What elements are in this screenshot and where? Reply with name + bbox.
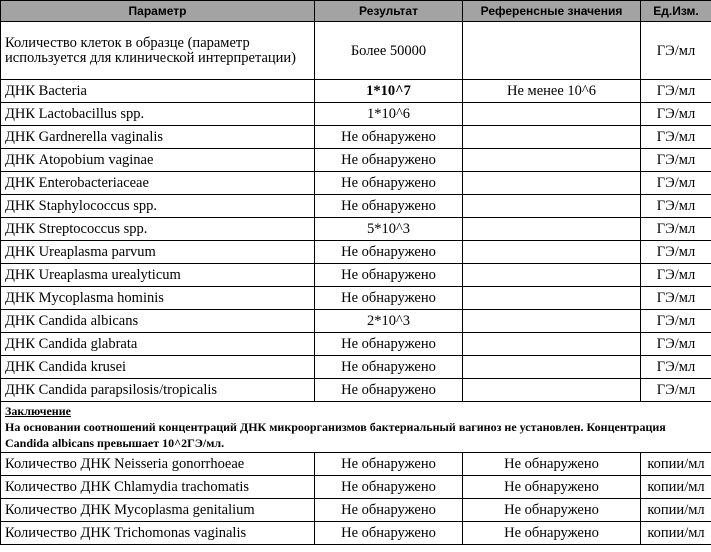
cell-parameter: ДНК Enterobacteriaceae xyxy=(1,172,315,195)
cell-result: 1*10^6 xyxy=(315,103,463,126)
table-row xyxy=(1,310,711,333)
table-row xyxy=(1,103,711,126)
cell-result: Не обнаружено xyxy=(315,476,463,499)
cell-result: Не обнаружено xyxy=(315,333,463,356)
cell-reference xyxy=(463,103,641,126)
cell-unit: ГЭ/мл xyxy=(641,149,711,172)
table-row xyxy=(1,264,711,287)
conclusion-title: Заключение xyxy=(5,404,71,418)
cell-parameter: Количество ДНК Trichomonas vaginalis xyxy=(1,522,315,545)
cell-unit: копии/мл xyxy=(641,453,711,476)
cell-reference xyxy=(463,287,641,310)
cell-parameter: ДНК Candida albicans xyxy=(1,310,315,333)
cell-result: Не обнаружено xyxy=(315,172,463,195)
table-header-row xyxy=(1,1,711,22)
cell-unit: ГЭ/мл xyxy=(641,126,711,149)
conclusion-text: На основании соотношений концентраций ДНК микроорганизмов бактериальный вагиноз не установлен. Концентрация Candida albicans превышает 10^2ГЭ/мл. xyxy=(5,420,666,450)
conclusion-cell xyxy=(1,402,711,453)
table-row xyxy=(1,356,711,379)
cell-parameter: ДНК Gardnerella vaginalis xyxy=(1,126,315,149)
cell-result: Не обнаружено xyxy=(315,522,463,545)
cell-reference: Не обнаружено xyxy=(463,522,641,545)
cell-reference xyxy=(463,310,641,333)
cell-parameter: ДНК Bacteria xyxy=(1,80,315,103)
cell-parameter: Количество ДНК Mycoplasma genitalium xyxy=(1,499,315,522)
table-row xyxy=(1,333,711,356)
cell-reference: Не обнаружено xyxy=(463,453,641,476)
table-row xyxy=(1,126,711,149)
cell-unit: ГЭ/мл xyxy=(641,264,711,287)
cell-parameter: ДНК Candida parapsilosis/tropicalis xyxy=(1,379,315,402)
cell-reference xyxy=(463,172,641,195)
header-parameter: Параметр xyxy=(1,1,315,22)
cell-parameter: ДНК Candida krusei xyxy=(1,356,315,379)
cell-parameter: ДНК Streptococcus spp. xyxy=(1,218,315,241)
table-row xyxy=(1,522,711,545)
cell-reference xyxy=(463,379,641,402)
cell-parameter: Количество ДНК Chlamydia trachomatis xyxy=(1,476,315,499)
cell-reference xyxy=(463,264,641,287)
cell-unit: ГЭ/мл xyxy=(641,218,711,241)
table-row xyxy=(1,149,711,172)
cell-unit: копии/мл xyxy=(641,499,711,522)
cell-unit: копии/мл xyxy=(641,476,711,499)
cell-unit: ГЭ/мл xyxy=(641,379,711,402)
cell-unit: ГЭ/мл xyxy=(641,195,711,218)
cell-reference: Не менее 10^6 xyxy=(463,80,641,103)
cell-parameter: ДНК Mycoplasma hominis xyxy=(1,287,315,310)
table-row xyxy=(1,499,711,522)
cell-parameter: ДНК Ureaplasma urealyticum xyxy=(1,264,315,287)
cell-parameter: Количество ДНК Neisseria gonorrhoeae xyxy=(1,453,315,476)
cell-result: 1*10^7 xyxy=(315,80,463,103)
cell-reference: Не обнаружено xyxy=(463,499,641,522)
cell-unit: ГЭ/мл xyxy=(641,241,711,264)
cell-parameter: ДНК Ureaplasma parvum xyxy=(1,241,315,264)
cell-result: Не обнаружено xyxy=(315,287,463,310)
cell-unit: ГЭ/мл xyxy=(641,310,711,333)
table-row xyxy=(1,453,711,476)
cell-reference xyxy=(463,195,641,218)
cell-result: Не обнаружено xyxy=(315,499,463,522)
cell-result: Не обнаружено xyxy=(315,264,463,287)
cell-reference xyxy=(463,126,641,149)
header-unit: Ед.Изм. xyxy=(641,1,711,22)
table-row-cell-count xyxy=(1,22,711,80)
cell-parameter: ДНК Lactobacillus spp. xyxy=(1,103,315,126)
cell-parameter: ДНК Atopobium vaginae xyxy=(1,149,315,172)
cell-reference xyxy=(463,22,641,80)
cell-result: Не обнаружено xyxy=(315,379,463,402)
cell-unit: ГЭ/мл xyxy=(641,333,711,356)
header-reference: Референсные значения xyxy=(463,1,641,22)
table-row xyxy=(1,80,711,103)
cell-parameter: ДНК Staphylococcus spp. xyxy=(1,195,315,218)
cell-unit: ГЭ/мл xyxy=(641,103,711,126)
table-row xyxy=(1,218,711,241)
cell-result: Не обнаружено xyxy=(315,195,463,218)
cell-unit: ГЭ/мл xyxy=(641,80,711,103)
cell-reference xyxy=(463,333,641,356)
cell-result: Не обнаружено xyxy=(315,356,463,379)
table-row xyxy=(1,241,711,264)
cell-reference xyxy=(463,218,641,241)
cell-parameter: ДНК Candida glabrata xyxy=(1,333,315,356)
cell-unit: копии/мл xyxy=(641,522,711,545)
cell-reference: Не обнаружено xyxy=(463,476,641,499)
cell-unit: ГЭ/мл xyxy=(641,22,711,80)
cell-parameter: Количество клеток в образце (параметр используется для клинической интерпретации) xyxy=(1,22,315,80)
table-row xyxy=(1,287,711,310)
cell-reference xyxy=(463,241,641,264)
cell-reference xyxy=(463,356,641,379)
cell-reference xyxy=(463,149,641,172)
cell-unit: ГЭ/мл xyxy=(641,356,711,379)
cell-result: Более 50000 xyxy=(315,22,463,80)
cell-result: Не обнаружено xyxy=(315,149,463,172)
cell-unit: ГЭ/мл xyxy=(641,172,711,195)
table-row xyxy=(1,195,711,218)
conclusion-row xyxy=(1,402,711,453)
cell-result: Не обнаружено xyxy=(315,453,463,476)
cell-result: Не обнаружено xyxy=(315,241,463,264)
cell-result: Не обнаружено xyxy=(315,126,463,149)
table-row xyxy=(1,379,711,402)
cell-result: 5*10^3 xyxy=(315,218,463,241)
cell-result: 2*10^3 xyxy=(315,310,463,333)
table-row xyxy=(1,476,711,499)
header-result: Результат xyxy=(315,1,463,22)
cell-unit: ГЭ/мл xyxy=(641,287,711,310)
table-row xyxy=(1,172,711,195)
